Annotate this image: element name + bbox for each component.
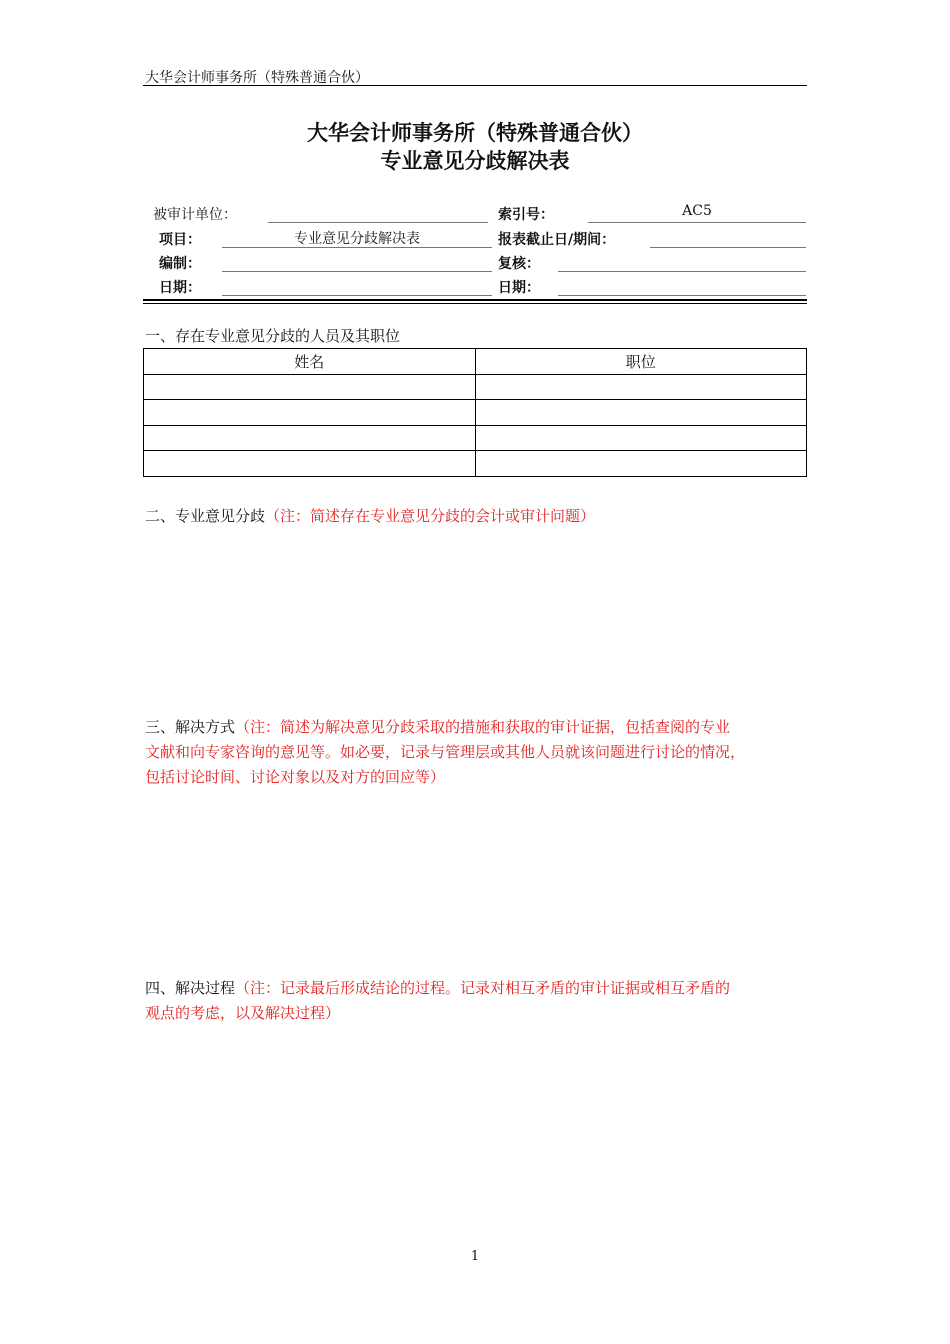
section2-note: （注：简述存在专业意见分歧的会计或审计问题） <box>265 507 596 525</box>
document-title-form: 专业意见分歧解决表 <box>380 149 570 173</box>
period-field[interactable] <box>650 247 806 248</box>
section3-note-line3: 包括讨论时间、讨论对象以及对方的回应等） <box>145 768 446 786</box>
name-cell[interactable] <box>144 374 476 400</box>
index-label: 索引号： <box>498 207 554 223</box>
section3-heading-block <box>145 715 817 790</box>
document-title-firm: 大华会计师事务所（特殊普通合伙） <box>307 121 643 145</box>
prepared-label: 编制： <box>159 256 201 272</box>
audited-unit-field[interactable] <box>268 222 488 223</box>
section1-heading: 一、存在专业意见分歧的人员及其职位 <box>145 327 401 345</box>
section4-heading-block <box>145 976 817 1026</box>
column-header-name: 姓名 <box>144 349 476 375</box>
date-field-right[interactable] <box>558 295 806 296</box>
section4-heading: 四、解决过程 <box>145 979 236 997</box>
audited-unit-label: 被审计单位： <box>153 207 237 223</box>
project-value: 专业意见分歧解决表 <box>294 231 420 247</box>
table-row <box>144 451 807 477</box>
period-label: 报表截止日/期间： <box>498 232 616 248</box>
position-cell[interactable] <box>475 425 807 451</box>
section4-note-line2: 观点的考虑，以及解决过程） <box>145 1004 341 1022</box>
position-cell[interactable] <box>475 374 807 400</box>
table-row <box>144 374 807 400</box>
table-row <box>144 425 807 451</box>
project-field[interactable] <box>222 247 492 248</box>
index-field[interactable] <box>588 222 806 223</box>
index-value: AC5 <box>682 203 712 219</box>
review-label: 复核： <box>498 256 540 272</box>
people-table <box>143 348 807 477</box>
table-row <box>144 400 807 426</box>
header-rule <box>143 85 807 86</box>
page-number: 1 <box>470 1249 480 1264</box>
prepared-field[interactable] <box>222 271 492 272</box>
info-divider-thin <box>143 303 807 304</box>
section3-note-line2: 文献和向专家咨询的意见等。如必要，记录与管理层或其他人员就该问题进行讨论的情况， <box>145 743 746 761</box>
project-label: 项目： <box>159 232 201 248</box>
date-field-left[interactable] <box>222 295 492 296</box>
name-cell[interactable] <box>144 451 476 477</box>
section4-note-line1: （注：记录最后形成结论的过程。记录对相互矛盾的审计证据或相互矛盾的 <box>235 979 731 997</box>
section3-heading: 三、解决方式 <box>145 718 236 736</box>
position-cell[interactable] <box>475 451 807 477</box>
info-divider-thick <box>143 299 807 301</box>
date-label-left: 日期： <box>159 280 201 296</box>
column-header-position: 职位 <box>475 349 807 375</box>
table-header-row <box>144 349 807 375</box>
section2-heading: 二、专业意见分歧 <box>145 507 266 525</box>
name-cell[interactable] <box>144 400 476 426</box>
section3-note-line1: （注：简述为解决意见分歧采取的措施和获取的审计证据，包括查阅的专业 <box>235 718 731 736</box>
review-field[interactable] <box>558 271 806 272</box>
position-cell[interactable] <box>475 400 807 426</box>
name-cell[interactable] <box>144 425 476 451</box>
header-firm-name: 大华会计师事务所（特殊普通合伙） <box>145 70 369 86</box>
date-label-right: 日期： <box>498 280 540 296</box>
section2-heading-block <box>145 504 817 529</box>
